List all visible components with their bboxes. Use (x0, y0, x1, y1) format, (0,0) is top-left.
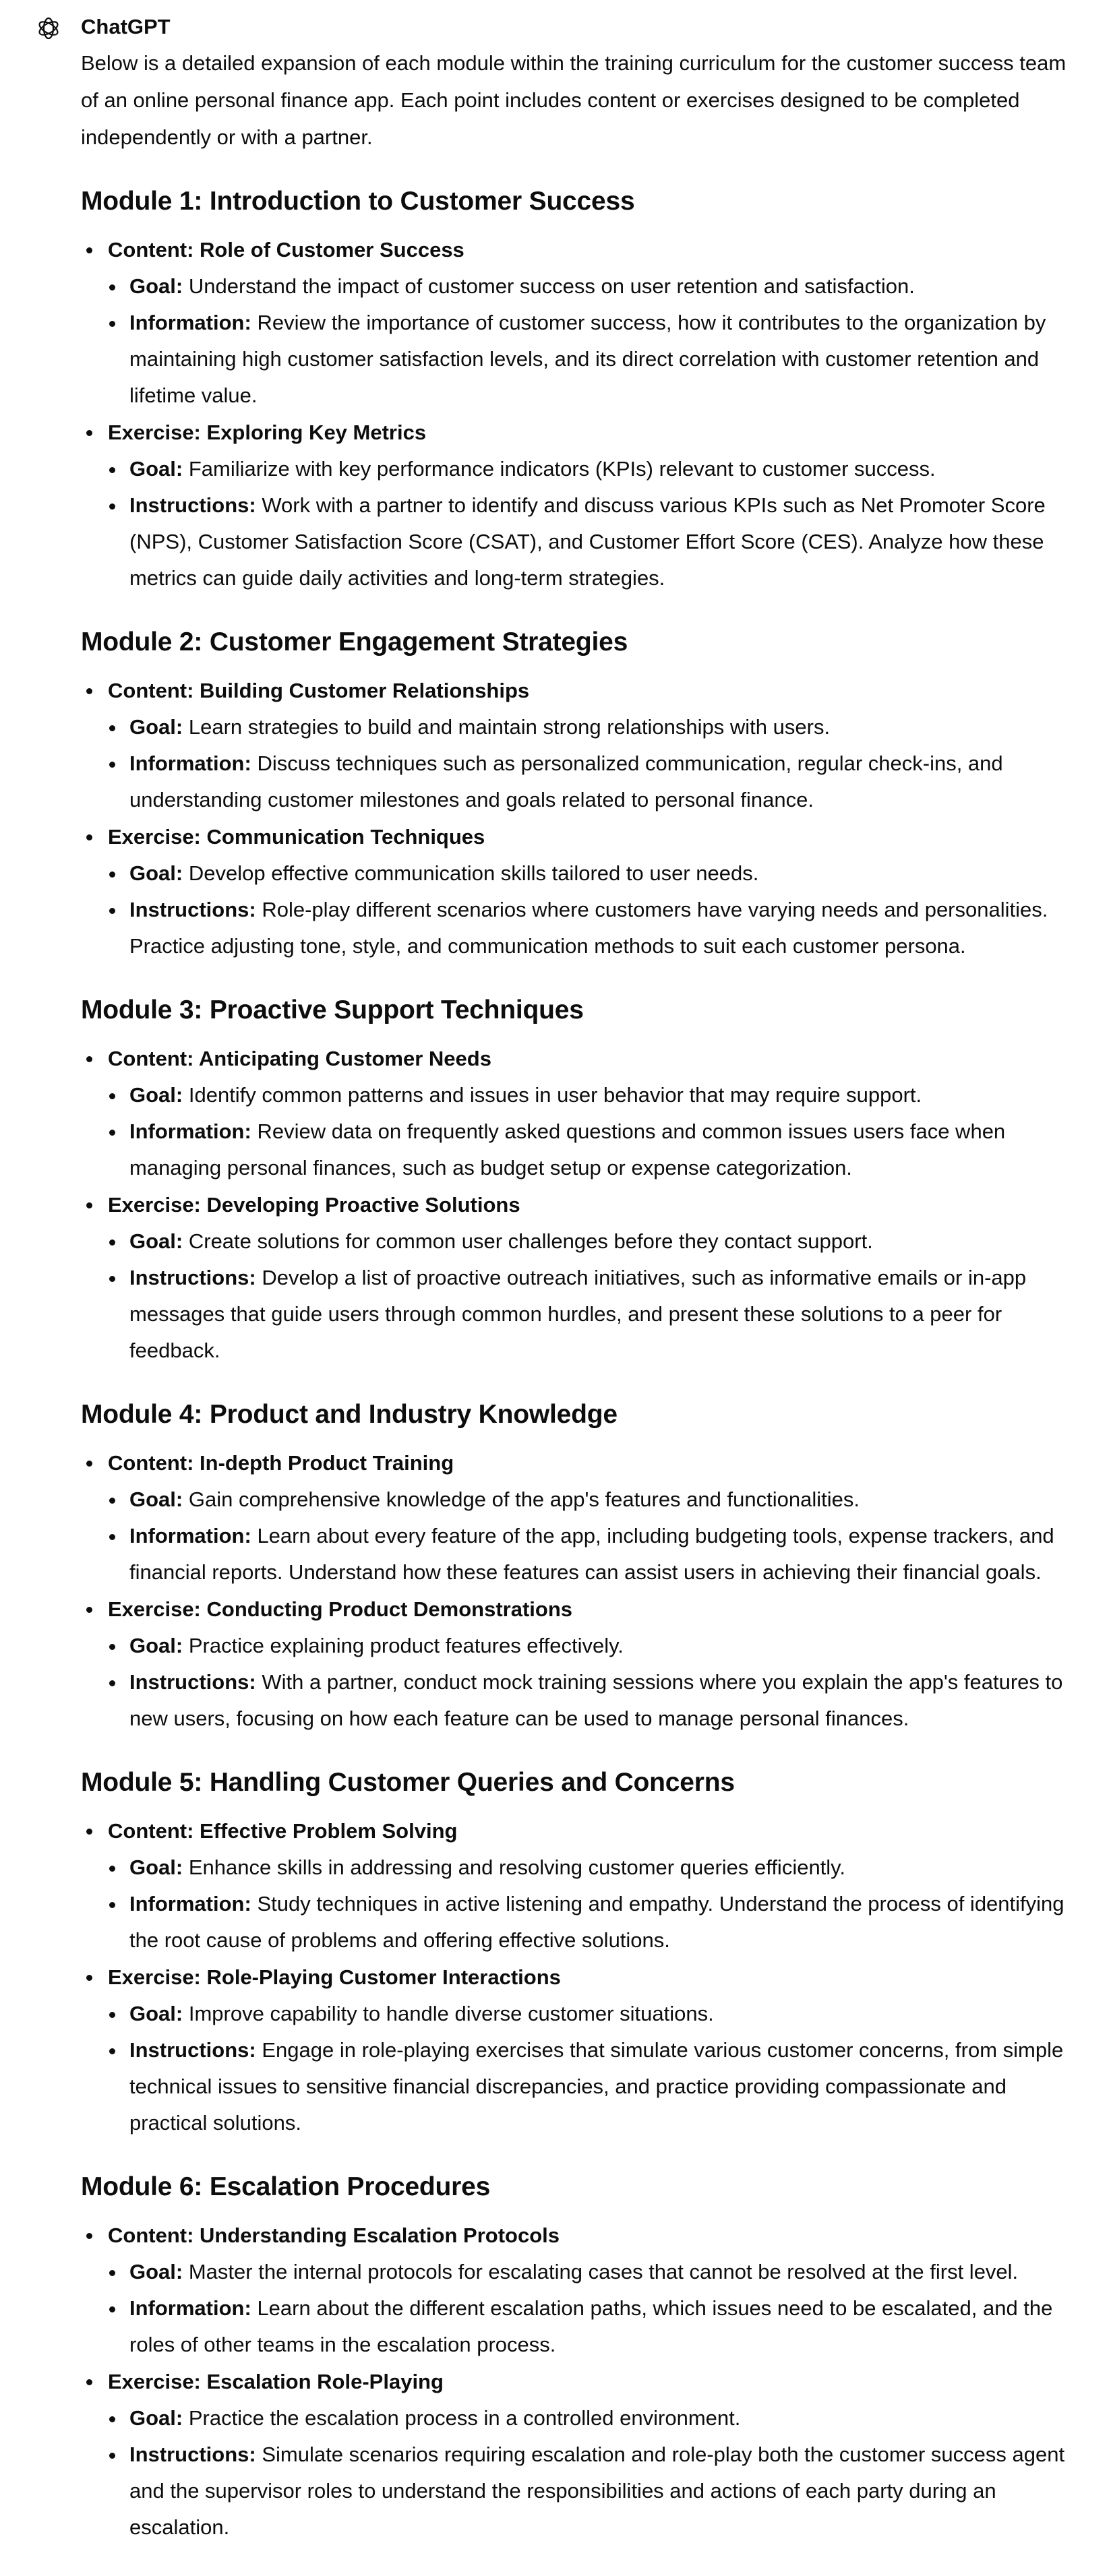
detail-label: Goal: (129, 2406, 183, 2430)
module-heading: Module 6: Escalation Procedures (81, 2172, 491, 2201)
detail-text: Identify common patterns and issues in user behavior that may require support. (188, 1083, 922, 1107)
detail-text: Create solutions for common user challenges before they contact support. (188, 1229, 873, 1253)
detail-item (108, 745, 1069, 818)
detail-text: Study techniques in active listening and empathy. Understand the process of identifying the root cause of problems and offering effective solutions. (129, 1892, 1064, 1952)
section-item (81, 2217, 1069, 2363)
section-title: Exercise: Developing Proactive Solutions (108, 1193, 520, 1217)
detail-item (108, 1518, 1069, 1591)
detail-text: Learn about every feature of the app, including budgeting tools, expense trackers, and financial reports. Understand how these features can assist users in achieving their financial goals. (129, 1524, 1054, 1584)
detail-list (108, 1996, 1069, 2141)
section-title: Exercise: Exploring Key Metrics (108, 421, 427, 444)
detail-label: Information: (129, 311, 251, 334)
detail-label: Information: (129, 2296, 251, 2320)
detail-item (108, 1223, 1069, 1260)
module-section-list (81, 1040, 1069, 1369)
detail-item (108, 268, 1069, 305)
detail-list (108, 855, 1069, 964)
detail-item (108, 2290, 1069, 2363)
detail-item (108, 2032, 1069, 2141)
module-heading: Module 2: Customer Engagement Strategies (81, 627, 628, 656)
section-item (81, 672, 1069, 818)
section-item (81, 818, 1069, 964)
detail-list (108, 268, 1069, 414)
detail-item (108, 1996, 1069, 2032)
section-title: Content: Role of Customer Success (108, 238, 464, 262)
author-name: ChatGPT (81, 15, 171, 38)
section-item (81, 1812, 1069, 1959)
detail-item (108, 2400, 1069, 2436)
detail-item (108, 451, 1069, 487)
detail-text: Enhance skills in addressing and resolving customer queries efficiently. (188, 1856, 845, 1879)
section-title: Content: Effective Problem Solving (108, 1819, 458, 1843)
detail-list (108, 1628, 1069, 1737)
module-heading: Module 3: Proactive Support Techniques (81, 995, 584, 1024)
detail-text: Gain comprehensive knowledge of the app's features and functionalities. (188, 1488, 860, 1511)
detail-text: Practice explaining product features effectively. (188, 1634, 624, 1657)
module-section-list (81, 1812, 1069, 2141)
detail-text: Review data on frequently asked questions and common issues users face when managing personal finances, such as budget setup or expense categorization. (129, 1120, 1006, 1179)
section-title: Exercise: Role-Playing Customer Interactions (108, 1965, 561, 1989)
detail-label: Goal: (129, 715, 183, 739)
detail-label: Instructions: (129, 2443, 256, 2466)
detail-item (108, 1260, 1069, 1369)
detail-label: Instructions: (129, 898, 256, 921)
section-item (81, 414, 1069, 596)
detail-label: Goal: (129, 457, 183, 481)
module-section-list (81, 2217, 1069, 2546)
detail-label: Goal: (129, 274, 183, 298)
detail-list (108, 1223, 1069, 1369)
message-content (81, 9, 1069, 2546)
detail-label: Information: (129, 1120, 251, 1143)
detail-label: Goal: (129, 1856, 183, 1879)
detail-item (108, 1113, 1069, 1186)
detail-item (108, 1849, 1069, 1886)
detail-label: Goal: (129, 1488, 183, 1511)
detail-label: Instructions: (129, 493, 256, 517)
detail-list (108, 451, 1069, 596)
detail-text: Review the importance of customer success, how it contributes to the organization by maintaining high customer satisfaction levels, and its direct correlation with customer retention and lifetime value. (129, 311, 1046, 407)
detail-text: Discuss techniques such as personalized communication, regular check-ins, and understanding customer milestones and goals related to personal finance. (129, 752, 1003, 811)
detail-text: Develop effective communication skills tailored to user needs. (188, 861, 759, 885)
section-title: Exercise: Conducting Product Demonstrations (108, 1597, 572, 1621)
section-title: Content: In-depth Product Training (108, 1451, 454, 1475)
module-heading: Module 4: Product and Industry Knowledge (81, 1400, 618, 1429)
detail-item (108, 1481, 1069, 1518)
detail-label: Information: (129, 1524, 251, 1547)
detail-item (108, 1628, 1069, 1664)
module-heading: Module 1: Introduction to Customer Success (81, 187, 635, 216)
detail-label: Goal: (129, 1229, 183, 1253)
detail-item (108, 1886, 1069, 1959)
openai-logo-icon (34, 13, 63, 43)
detail-item (108, 487, 1069, 596)
section-title: Content: Anticipating Customer Needs (108, 1047, 491, 1070)
detail-label: Goal: (129, 2002, 183, 2025)
detail-list (108, 2400, 1069, 2546)
detail-label: Goal: (129, 1083, 183, 1107)
intro-paragraph: Below is a detailed expansion of each module within the training curriculum for the customer success team of an online personal finance app. Each point includes content or exercises designed to be completed independently or with a partner. (81, 51, 1067, 149)
detail-label: Goal: (129, 1634, 183, 1657)
detail-list (108, 1077, 1069, 1186)
section-item (81, 1186, 1069, 1369)
detail-item (108, 892, 1069, 964)
detail-label: Instructions: (129, 1266, 256, 1289)
detail-item (108, 305, 1069, 414)
detail-label: Goal: (129, 861, 183, 885)
section-title: Content: Building Customer Relationships (108, 679, 530, 702)
detail-text: With a partner, conduct mock training sessions where you explain the app's features to new users, focusing on how each feature can be used to manage personal finances. (129, 1670, 1063, 1730)
detail-text: Familiarize with key performance indicators (KPIs) relevant to customer success. (188, 457, 936, 481)
detail-text: Engage in role-playing exercises that simulate various customer concerns, from simple technical issues to sensitive financial discrepancies, and practice providing compassionate and practical solutions. (129, 2038, 1064, 2135)
section-item (81, 1959, 1069, 2141)
detail-list (108, 2254, 1069, 2363)
module-heading: Module 5: Handling Customer Queries and Concerns (81, 1768, 735, 1797)
detail-list (108, 709, 1069, 818)
section-item (81, 231, 1069, 414)
module-section-list (81, 672, 1069, 964)
detail-item (108, 2436, 1069, 2546)
detail-label: Instructions: (129, 1670, 256, 1694)
detail-label: Information: (129, 752, 251, 775)
detail-text: Understand the impact of customer success on user retention and satisfaction. (188, 274, 915, 298)
detail-label: Instructions: (129, 2038, 256, 2062)
module-section-list (81, 231, 1069, 596)
section-title: Exercise: Communication Techniques (108, 825, 485, 849)
detail-item (108, 2254, 1069, 2290)
detail-text: Simulate scenarios requiring escalation and role-play both the customer success agent and the supervisor roles to understand the responsibilities and actions of each party during an escalation. (129, 2443, 1065, 2539)
detail-text: Practice the escalation process in a controlled environment. (188, 2406, 741, 2430)
detail-text: Develop a list of proactive outreach initiatives, such as informative emails or in-app messages that guide users through common hurdles, and present these solutions to a peer for feedback. (129, 1266, 1027, 1362)
detail-item (108, 1077, 1069, 1113)
module-section-list (81, 1444, 1069, 1737)
detail-text: Work with a partner to identify and discuss various KPIs such as Net Promoter Score (NPS), Customer Satisfaction Score (CSAT), and Customer Effort Score (CES). Analyze how these metrics can guide daily activities and long-term strategies. (129, 493, 1046, 590)
detail-label: Information: (129, 1892, 251, 1915)
section-item (81, 1444, 1069, 1591)
section-item (81, 1040, 1069, 1186)
section-title: Content: Understanding Escalation Protocols (108, 2224, 560, 2247)
detail-list (108, 1849, 1069, 1959)
section-item (81, 2363, 1069, 2546)
detail-text: Learn strategies to build and maintain strong relationships with users. (188, 715, 831, 739)
detail-text: Improve capability to handle diverse customer situations. (188, 2002, 714, 2025)
detail-text: Role-play different scenarios where customers have varying needs and personalities. Practice adjusting tone, style, and communication methods to suit each customer persona. (129, 898, 1048, 958)
detail-label: Goal: (129, 2260, 183, 2283)
detail-item (108, 709, 1069, 745)
section-item (81, 1591, 1069, 1737)
detail-item (108, 1664, 1069, 1737)
detail-text: Master the internal protocols for escalating cases that cannot be resolved at the first level. (188, 2260, 1019, 2283)
detail-list (108, 1481, 1069, 1591)
detail-text: Learn about the different escalation paths, which issues need to be escalated, and the roles of other teams in the escalation process. (129, 2296, 1053, 2356)
section-title: Exercise: Escalation Role-Playing (108, 2370, 444, 2393)
detail-item (108, 855, 1069, 892)
